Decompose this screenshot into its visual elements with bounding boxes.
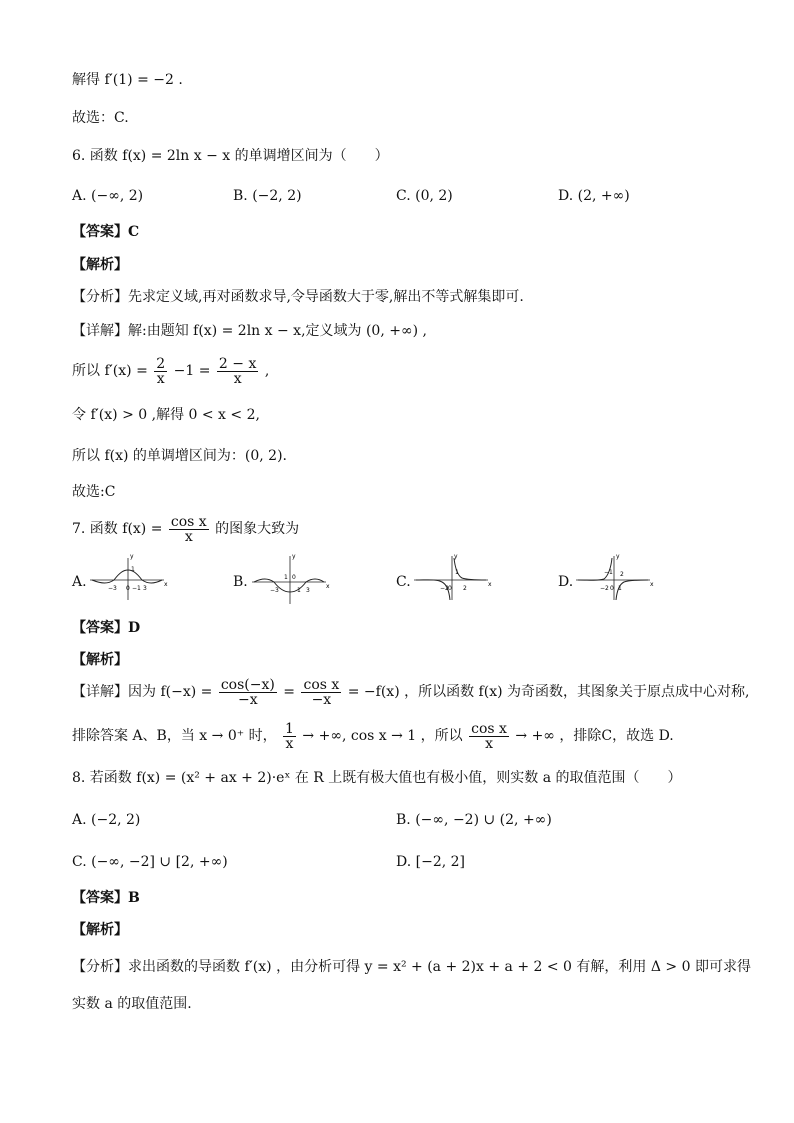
fraction-1-over-x (283, 722, 296, 751)
tick-label: 0 (292, 574, 296, 581)
q6-option-a: A. (−∞, 2) (72, 188, 144, 204)
q6-inequality: 令 f′(x) > 0 ,解得 0 < x < 2, (72, 407, 260, 423)
tick-label: −1 (604, 569, 613, 576)
tick-label: 2 (620, 571, 624, 578)
q8-analysis-cont: 实数 a 的取值范围. (72, 996, 192, 1012)
q6-detail: 【详解】解:由题知 f(x) = 2ln x − x,定义域为 (0, +∞) , (72, 323, 427, 339)
tick-label: −3 (270, 587, 279, 594)
question-8: 8. 若函数 f(x) = (x² + ax + 2)·eˣ 在 R 上既有极大值也有极小值，则实数 a 的取值范围（ ） (72, 770, 682, 786)
q6-derivative-prefix: 所以 f′(x) = (72, 363, 148, 379)
x-label: x (650, 581, 654, 588)
curve (254, 579, 324, 592)
q8-option-d: D. [−2, 2] (396, 854, 465, 870)
fraction-denominator: x (485, 735, 493, 752)
q8-option-a: A. (−2, 2) (72, 812, 141, 828)
q7-option-a: A. (72, 574, 87, 590)
fraction-numerator: cos(−x) (220, 676, 275, 693)
q8-analysis: 【分析】求出函数的导函数 f′(x) ，由分析可得 y = x² + (a + 2)x + a + 2 < 0 有解，利用 Δ > 0 即可求得 (72, 959, 751, 975)
fraction-denominator: x (156, 370, 165, 387)
fraction-numerator: cos x (170, 513, 207, 530)
fraction-2-over-x (154, 357, 167, 386)
graph-option-d (574, 552, 656, 604)
x-label: x (488, 581, 492, 588)
q7-option-c: C. (396, 574, 411, 590)
y-label: y (616, 553, 620, 560)
question-7 (72, 513, 299, 545)
q6-option-d: D. (2, +∞) (558, 188, 630, 204)
fraction-cos-x-over-x (469, 722, 509, 751)
fraction-numerator: 2 − x (218, 355, 257, 372)
q6-choose: 故选:C (72, 484, 116, 500)
q6-answer: 【答案】C (72, 224, 140, 240)
tick-label: 0 (610, 585, 614, 592)
fraction-denominator: x (184, 528, 193, 545)
q7-detail-2 (72, 720, 674, 752)
fraction-2-minus-x-over-x (217, 357, 258, 386)
tick-label: 3 (306, 587, 310, 594)
curve (92, 570, 162, 583)
q8-answer: 【答案】B (72, 890, 140, 906)
q6-analysis: 【分析】先求定义域,再对函数求导,令导函数大于零,解出不等式解集即可. (72, 289, 524, 305)
tick-label: −1 (132, 585, 141, 592)
q7-answer: 【答案】D (72, 620, 141, 636)
y-label: y (292, 553, 296, 560)
tick-label: −3 (108, 585, 117, 592)
q8-option-c: C. (−∞, −2] ∪ [2, +∞) (72, 854, 228, 870)
q7-suffix: 的图象大致为 (215, 521, 300, 537)
q7-detail-suffix: = −f(x) ，所以函数 f(x) 为奇函数，其图象关于原点成中心对称, (347, 684, 750, 700)
graph-option-b (250, 552, 332, 608)
fraction-numerator: cos x (471, 720, 507, 737)
tick-label: 3 (143, 585, 147, 592)
y-label: y (130, 553, 134, 560)
q6-derivative-middle: −1 = (173, 363, 211, 379)
fraction-cos-neg-x-over-neg-x (219, 678, 277, 707)
q7-detail-prefix: 【详解】因为 f(−x) = (72, 684, 213, 700)
q6-derivative-suffix: , (264, 363, 270, 379)
q7-option-d: D. (558, 574, 574, 590)
q6-option-b: B. (−2, 2) (233, 188, 302, 204)
y-label: y (454, 553, 458, 560)
q6-derivative-line (72, 355, 269, 387)
q7-prefix: 7. 函数 f(x) = (72, 521, 163, 537)
q8-analysis-heading: 【解析】 (72, 922, 128, 938)
q6-interval: 所以 f(x) 的单调增区间为：(0, 2). (72, 448, 287, 464)
tick-label: 0 (448, 585, 452, 592)
x-label: x (164, 581, 168, 588)
graph-option-c (412, 552, 494, 604)
q6-option-c: C. (0, 2) (396, 188, 453, 204)
fraction-numerator: 1 (285, 720, 294, 737)
tick-label: 0 (126, 585, 130, 592)
tick-label: −2 (440, 585, 449, 592)
tick-label: 1 (618, 585, 622, 592)
x-label: x (326, 583, 330, 590)
tick-label: 1 (284, 574, 288, 581)
graph-option-a (88, 552, 170, 604)
q8-option-b: B. (−∞, −2) ∪ (2, +∞) (396, 812, 552, 828)
line-choose-c: 故选：C. (72, 110, 129, 126)
fraction-denominator: −x (238, 691, 258, 708)
fraction-numerator: 2 (156, 355, 166, 372)
q7-detail-1 (72, 676, 749, 708)
tick-label: 1 (455, 569, 459, 576)
q7-detail2-prefix: 排除答案 A、B，当 x → 0⁺ 时， (72, 728, 277, 744)
q6-analysis-heading: 【解析】 (72, 257, 128, 273)
question-6: 6. 函数 f(x) = 2ln x − x 的单调增区间为（ ） (72, 148, 389, 164)
equals-sign: = (283, 684, 296, 700)
fraction-numerator: cos x (303, 676, 340, 693)
fraction-denominator: x (285, 735, 294, 752)
line-derivative-result: 解得 f′(1) = −2 . (72, 72, 183, 88)
fraction-cos-x-over-x (169, 515, 209, 544)
tick-label: 1 (297, 587, 301, 594)
q7-option-b: B. (233, 574, 248, 590)
tick-label: −2 (600, 585, 609, 592)
fraction-denominator: x (233, 370, 242, 387)
fraction-cos-x-over-neg-x (301, 678, 341, 707)
tick-label: 1 (131, 566, 135, 573)
tick-label: 2 (463, 585, 467, 592)
q7-detail2-middle: → +∞, cos x → 1 ，所以 (302, 728, 463, 744)
q7-analysis-heading: 【解析】 (72, 652, 128, 668)
fraction-denominator: −x (311, 691, 332, 708)
q7-detail2-suffix: → +∞ ，排除C，故选 D. (515, 728, 674, 744)
